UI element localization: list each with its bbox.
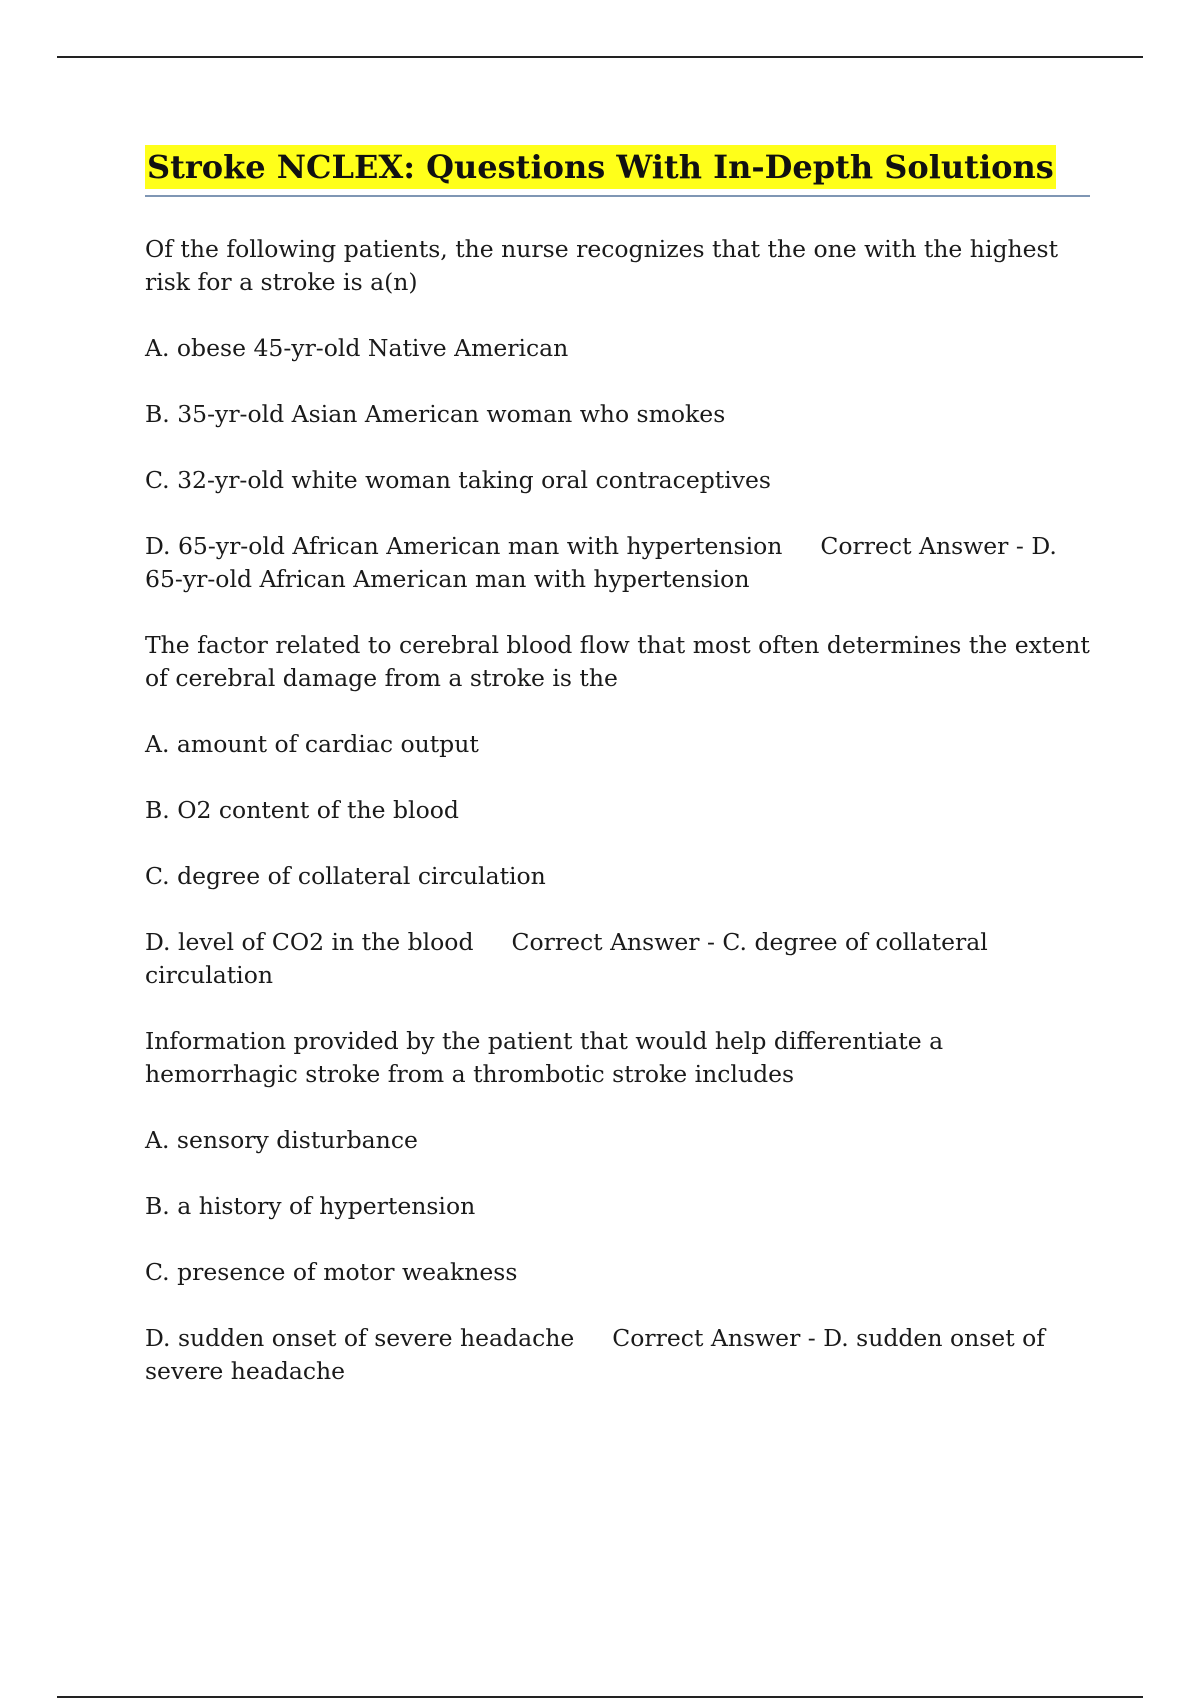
option-d: D. level of CO2 in the blood [145,928,474,956]
question-stem: The factor related to cerebral blood flow that most often determines the extent of cerebral damage from a stroke is the [145,631,1090,692]
page-bottom-rule [57,1696,1143,1698]
page-title: Stroke NCLEX: Questions With In-Depth Solutions [145,145,1056,189]
option-d: D. sudden onset of severe headache [145,1324,575,1352]
question-stem: Information provided by the patient that would help differentiate a hemorrhagic stroke from a thrombotic stroke includes [145,1027,944,1088]
question-stem: Of the following patients, the nurse recognizes that the one with the highest risk for a stroke is a(n) [145,235,1059,296]
option-b: B. O2 content of the blood [145,796,459,824]
option-c: C. 32-yr-old white woman taking oral contraceptives [145,466,771,494]
option-d-with-answer [145,1322,1090,1388]
correct-answer: C. degree of collateral circulation [145,928,988,989]
question-1 [145,233,1090,596]
page-top-rule [57,56,1143,58]
document-body [145,145,1090,1421]
correct-answer: D. 65-yr-old African American man with hypertension [145,532,1057,593]
question-2 [145,629,1090,992]
option-a: A. sensory disturbance [145,1126,418,1154]
option-d-with-answer [145,926,1090,992]
answer-label: Correct Answer - [612,1324,816,1352]
option-a: A. obese 45-yr-old Native American [145,334,569,362]
answer-label: Correct Answer - [820,532,1024,560]
option-d: D. 65-yr-old African American man with hypertension [145,532,783,560]
answer-label: Correct Answer - [511,928,715,956]
title-block [145,145,1090,197]
option-b: B. a history of hypertension [145,1192,476,1220]
option-b: B. 35-yr-old Asian American woman who smokes [145,400,726,428]
option-d-with-answer [145,530,1090,596]
option-c: C. presence of motor weakness [145,1258,518,1286]
option-c: C. degree of collateral circulation [145,862,546,890]
correct-answer: D. sudden onset of severe headache [145,1324,1045,1385]
option-a: A. amount of cardiac output [145,730,479,758]
question-3 [145,1025,1090,1388]
